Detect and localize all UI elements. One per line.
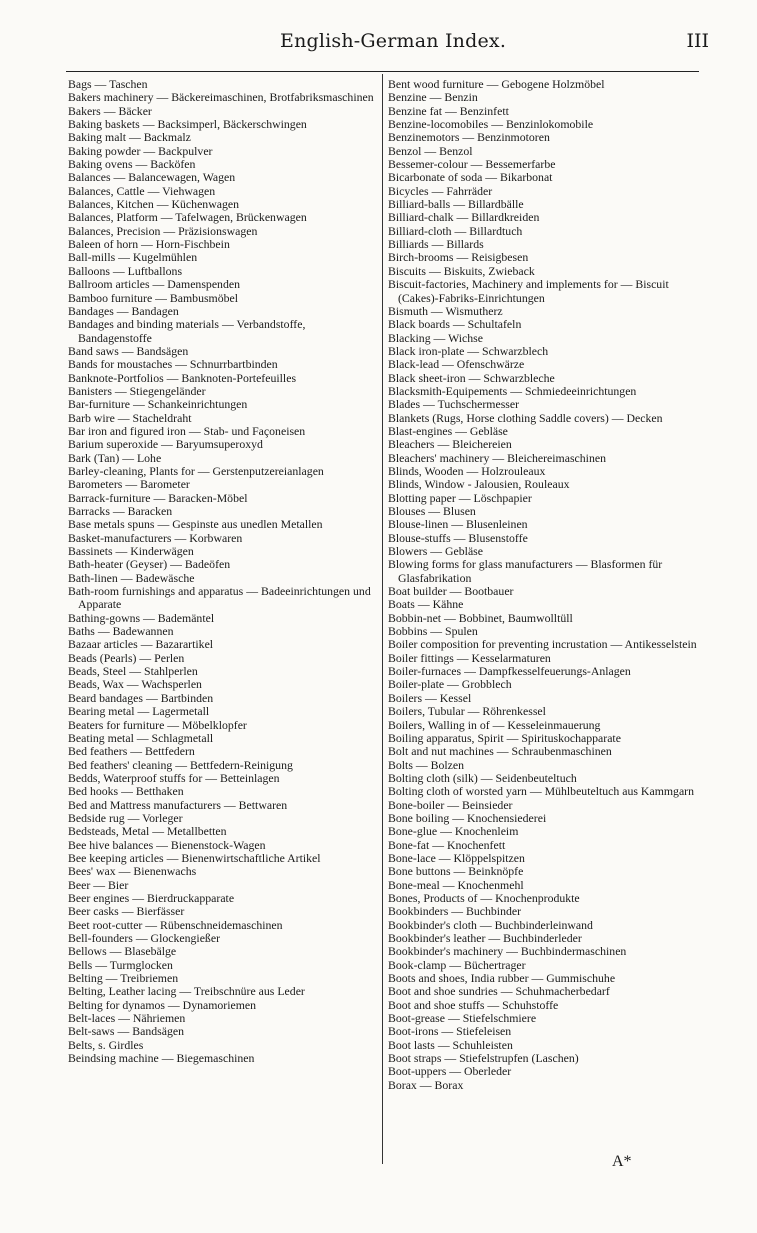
index-entry: Bee hive balances — Bienenstock-Wagen <box>68 837 266 852</box>
index-entry: Baleen of horn — Horn-Fischbein <box>68 237 230 252</box>
index-entry: Billiard-chalk — Billardkreiden <box>388 210 540 225</box>
index-entry: Boiler fittings — Kesselarmaturen <box>388 650 551 665</box>
index-entry: Bessemer-colour — Bessemerfarbe <box>388 157 556 172</box>
index-entry: Boot-grease — Stiefelschmiere <box>388 1011 537 1026</box>
index-entry: Bone buttons — Beinknöpfe <box>388 864 524 879</box>
index-entry: Banisters — Stiegengeländer <box>68 383 206 398</box>
index-entry: Benzine fat — Benzinfett <box>388 103 509 118</box>
index-entry: Balances — Balancewagen, Wagen <box>68 170 236 185</box>
index-entry: Bookbinder's leather — Buchbinderleder <box>388 931 582 945</box>
index-entry: Bedside rug — Vorleger <box>68 810 183 825</box>
index-entry: Boilers, Walling in of — Kesseleinmauerung <box>388 717 601 732</box>
index-entry: Barrack-furniture — Baracken-Möbel <box>68 490 248 505</box>
index-entry: Bar iron and figured iron — Stab- und Façoneisen <box>68 423 306 438</box>
index-entry: Bolting cloth of worsted yarn — Mühlbeuteltuch aus Kammgarn <box>388 784 695 799</box>
index-entry: Bar-furniture — Schankeinrichtungen <box>68 397 248 412</box>
index-entry: Barometers — Barometer <box>68 477 190 492</box>
index-entry: Biscuits — Biskuits, Zwieback <box>388 263 535 278</box>
index-entry: Bone-lace — Klöppelspitzen <box>388 850 525 865</box>
index-entry: Boilers, Tubular — Röhrenkessel <box>388 704 546 719</box>
index-entry: Blotting paper — Löschpapier <box>388 490 532 505</box>
page-number: III <box>686 30 709 52</box>
index-entry: Beet root-cutter — Rübenschneidemaschinen <box>68 917 283 932</box>
index-entry: Belting, Leather lacing — Treibschnüre aus Leder <box>68 984 305 999</box>
column-divider <box>382 74 383 1164</box>
index-entry: Beard bandages — Bartbinden <box>68 690 214 705</box>
index-entry: Beer casks — Bierfässer <box>68 904 185 919</box>
index-entry: Base metals spuns — Gespinste aus unedlen Metallen <box>68 517 323 532</box>
index-entry: Balances, Cattle — Viehwagen <box>68 183 216 198</box>
index-entry: Bolting cloth (silk) — Seidenbeuteltuch <box>388 770 577 785</box>
index-entry: Boot-uppers — Oberleder <box>388 1064 512 1079</box>
index-entry: Bees' wax — Bienenwachs <box>68 864 197 879</box>
index-entry: Book-clamp — Büchertrager <box>388 957 526 972</box>
index-entry: Black iron-plate — Schwarzblech <box>388 343 549 358</box>
index-entry: Beindsing machine — Biegemaschinen <box>68 1051 255 1066</box>
index-entry: Bicarbonate of soda — Bikarbonat <box>388 170 553 185</box>
index-entry: Bandages and binding materials — Verbandstoffe, Bandagenstoffe <box>68 317 306 345</box>
index-entry: Bolts — Bolzen <box>388 757 465 772</box>
index-entry: Boot and shoe stuffs — Schuhstoffe <box>388 997 559 1012</box>
index-entry: Bismuth — Wismutherz <box>388 303 503 318</box>
right-column <box>388 78 700 1092</box>
index-entry: Baking ovens — Backöfen <box>68 157 196 172</box>
index-entry: Benzine-locomobiles — Benzinlokomobile <box>388 117 594 132</box>
index-entry: Ball-mills — Kugelmühlen <box>68 250 198 265</box>
index-entry: Bamboo furniture — Bambusmöbel <box>68 290 239 305</box>
index-entry: Boiler-plate — Grobblech <box>388 677 512 692</box>
index-entry: Bathing-gowns — Bademäntel <box>68 610 215 625</box>
index-entry: Bands for moustaches — Schnurrbartbinden <box>68 357 278 372</box>
index-entry: Baking baskets — Backsimperl, Bäckerschwingen <box>68 117 307 132</box>
index-entry: Belts, s. Girdles <box>68 1037 144 1052</box>
left-column <box>68 78 376 1065</box>
index-entry: Belting — Treibriemen <box>68 971 179 986</box>
index-entry: Bells — Turmglocken <box>68 957 173 972</box>
index-entry: Barley-cleaning, Plants for — Gerstenputzereianlagen <box>68 463 324 478</box>
index-entry: Blinds, Window - Jalousien, Rouleaux <box>388 477 570 492</box>
index-entry: Balloons — Luftballons <box>68 263 183 278</box>
index-entry: Bee keeping articles — Bienenwirtschaftliche Artikel <box>68 850 321 865</box>
index-entry: Bones, Products of — Knochenprodukte <box>388 890 580 905</box>
index-entry: Barium superoxide — Baryumsuperoxyd <box>68 437 263 452</box>
index-entry: Blouse-stuffs — Blusenstoffe <box>388 530 528 545</box>
index-entry: Benzine — Benzin <box>388 90 478 105</box>
index-entry: Bark (Tan) — Lohe <box>68 450 162 465</box>
index-entry: Black-lead — Ofenschwärze <box>388 357 525 372</box>
index-entry: Boot straps — Stiefelstrupfen (Laschen) <box>388 1051 579 1066</box>
index-entry: Bed hooks — Betthaken <box>68 784 184 799</box>
index-entry: Blankets (Rugs, Horse clothing Saddle covers) — Decken <box>388 410 663 425</box>
index-entry: Boilers — Kessel <box>388 690 472 705</box>
index-entry: Bed and Mattress manufacturers — Bettwaren <box>68 797 288 812</box>
index-entry: Bearing metal — Lagermetall <box>68 704 210 719</box>
index-entry: Bleachers' machinery — Bleichereimaschinen <box>388 450 606 465</box>
index-entry: Belting for dynamos — Dynamoriemen <box>68 997 257 1012</box>
index-entry: Beads, Steel — Stahlperlen <box>68 664 198 679</box>
index-entry: Bent wood furniture — Gebogene Holzmöbel <box>388 77 605 91</box>
index-entry: Bookbinder's cloth — Buchbinderleinwand <box>388 917 593 932</box>
header-rule <box>66 71 699 72</box>
index-entry: Bags — Taschen <box>68 77 148 91</box>
index-entry: Black sheet-iron — Schwarzbleche <box>388 370 555 385</box>
index-entry: Borax — Borax <box>388 1077 464 1092</box>
index-entry: Bassinets — Kinderwägen <box>68 544 194 559</box>
index-entry: Bed feathers — Bettfedern <box>68 744 195 759</box>
page-header <box>60 30 715 58</box>
index-entry: Boiler composition for preventing incrustation — Antikesselstein <box>388 637 697 652</box>
index-entry: Bakers machinery — Bäckereimaschinen, Brotfabriksmaschinen <box>68 90 374 105</box>
index-entry: Boots and shoes, India rubber — Gummischuhe <box>388 971 616 986</box>
index-entry: Bobbins — Spulen <box>388 624 478 639</box>
index-entry: Boot lasts — Schuhleisten <box>388 1037 513 1052</box>
index-entry: Billiard-cloth — Billardtuch <box>388 223 523 238</box>
index-entry: Blowing forms for glass manufacturers — Blasformen für Glasfabrikation <box>388 557 663 585</box>
index-entry: Bedds, Waterproof stuffs for — Betteinlagen <box>68 770 280 785</box>
index-entry: Boot and shoe sundries — Schuhmacherbedarf <box>388 984 610 999</box>
index-entry: Band saws — Bandsägen <box>68 343 189 358</box>
index-entry: Bone-glue — Knochenleim <box>388 824 519 839</box>
index-entry: Boot-irons — Stiefeleisen <box>388 1024 512 1039</box>
index-entry: Baking powder — Backpulver <box>68 143 213 158</box>
index-entry: Bath-heater (Geyser) — Badeöfen <box>68 557 231 572</box>
index-entry: Bedsteads, Metal — Metallbetten <box>68 824 227 839</box>
index-entry: Bazaar articles — Bazarartikel <box>68 637 214 652</box>
index-entry: Boiling apparatus, Spirit — Spirituskochapparate <box>388 730 621 745</box>
index-entry: Bicycles — Fahrräder <box>388 183 493 198</box>
index-entry: Boats — Kähne <box>388 597 464 612</box>
index-entry: Bleachers — Bleichereien <box>388 437 512 452</box>
index-entry: Bell-founders — Glockengießer <box>68 931 221 945</box>
index-entry: Barb wire — Stacheldraht <box>68 410 192 425</box>
index-entry: Balances, Precision — Präzisionswagen <box>68 223 258 238</box>
index-entry: Blacking — Wichse <box>388 330 483 345</box>
index-entry: Beating metal — Schlagmetall <box>68 730 214 745</box>
index-entry: Bone boiling — Knochensiederei <box>388 810 547 825</box>
index-entry: Bolt and nut machines — Schraubenmaschinen <box>388 744 612 759</box>
index-entry: Beer — Bier <box>68 877 129 892</box>
index-entry: Barracks — Baracken <box>68 504 173 518</box>
index-entry: Benzinemotors — Benzinmotoren <box>388 130 550 145</box>
index-entry: Beaters for furniture — Möbelklopfer <box>68 717 247 732</box>
index-entry: Balances, Kitchen — Küchenwagen <box>68 197 239 212</box>
index-entry: Basket-manufacturers — Korbwaren <box>68 530 243 545</box>
index-entry: Bookbinder's machinery — Buchbindermaschinen <box>388 944 627 959</box>
index-entry: Beads, Wax — Wachsperlen <box>68 677 202 692</box>
index-entry: Blouse-linen — Blusenleinen <box>388 517 528 532</box>
index-entry: Bone-meal — Knochenmehl <box>388 877 524 892</box>
index-entry: Black boards — Schultafeln <box>388 317 522 332</box>
index-entry: Bone-fat — Knochenfett <box>388 837 506 852</box>
index-entry: Billiards — Billards <box>388 237 484 252</box>
index-entry: Boiler-furnaces — Dampfkesselfeuerungs-Anlagen <box>388 664 631 679</box>
index-entry: Bookbinders — Buchbinder <box>388 904 522 919</box>
index-entry: Birch-brooms — Reisigbesen <box>388 250 529 265</box>
index-entry: Bed feathers' cleaning — Bettfedern-Reinigung <box>68 757 293 772</box>
index-entry: Balances, Platform — Tafelwagen, Brückenwagen <box>68 210 307 225</box>
index-entry: Blast-engines — Gebläse <box>388 423 508 438</box>
index-entry: Belt-saws — Bandsägen <box>68 1024 184 1039</box>
index-entry: Baking malt — Backmalz <box>68 130 191 145</box>
index-entry: Blacksmith-Equipements — Schmiedeeinrichtungen <box>388 383 637 398</box>
index-entry: Blouses — Blusen <box>388 504 476 518</box>
index-entry: Bone-boiler — Beinsieder <box>388 797 513 812</box>
index-entry: Beads (Pearls) — Perlen <box>68 650 185 665</box>
index-entry: Bakers — Bäcker <box>68 103 152 118</box>
index-entry: Billiard-balls — Billardbälle <box>388 197 524 212</box>
index-entry: Banknote-Portfolios — Banknoten-Portefeuilles <box>68 370 297 385</box>
index-entry: Blowers — Gebläse <box>388 544 484 559</box>
index-entry: Beer engines — Bierdruckapparate <box>68 890 235 905</box>
index-entry: Blinds, Wooden — Holzrouleaux <box>388 463 546 478</box>
index-entry: Bath-room furnishings and apparatus — Badeeinrichtungen und Apparate <box>68 584 371 612</box>
index-entry: Boat builder — Bootbauer <box>388 584 514 599</box>
index-entry: Bath-linen — Badewäsche <box>68 570 195 585</box>
index-entry: Blades — Tuchschermesser <box>388 397 520 412</box>
index-entry: Biscuit-factories, Machinery and implements for — Biscuit (Cakes)-Fabriks-Einrichtungen <box>388 277 669 305</box>
index-entry: Bellows — Blasebälge <box>68 944 177 959</box>
index-entry: Bandages — Bandagen <box>68 303 179 318</box>
index-entry: Bobbin-net — Bobbinet, Baumwolltüll <box>388 610 573 625</box>
index-entry: Baths — Badewannen <box>68 624 174 639</box>
page-title: English-German Index. <box>280 30 507 52</box>
signature-mark: A* <box>612 1153 632 1170</box>
index-entry: Ballroom articles — Damenspenden <box>68 277 240 292</box>
index-entry: Benzol — Benzol <box>388 143 473 158</box>
index-entry: Belt-laces — Nähriemen <box>68 1011 186 1026</box>
